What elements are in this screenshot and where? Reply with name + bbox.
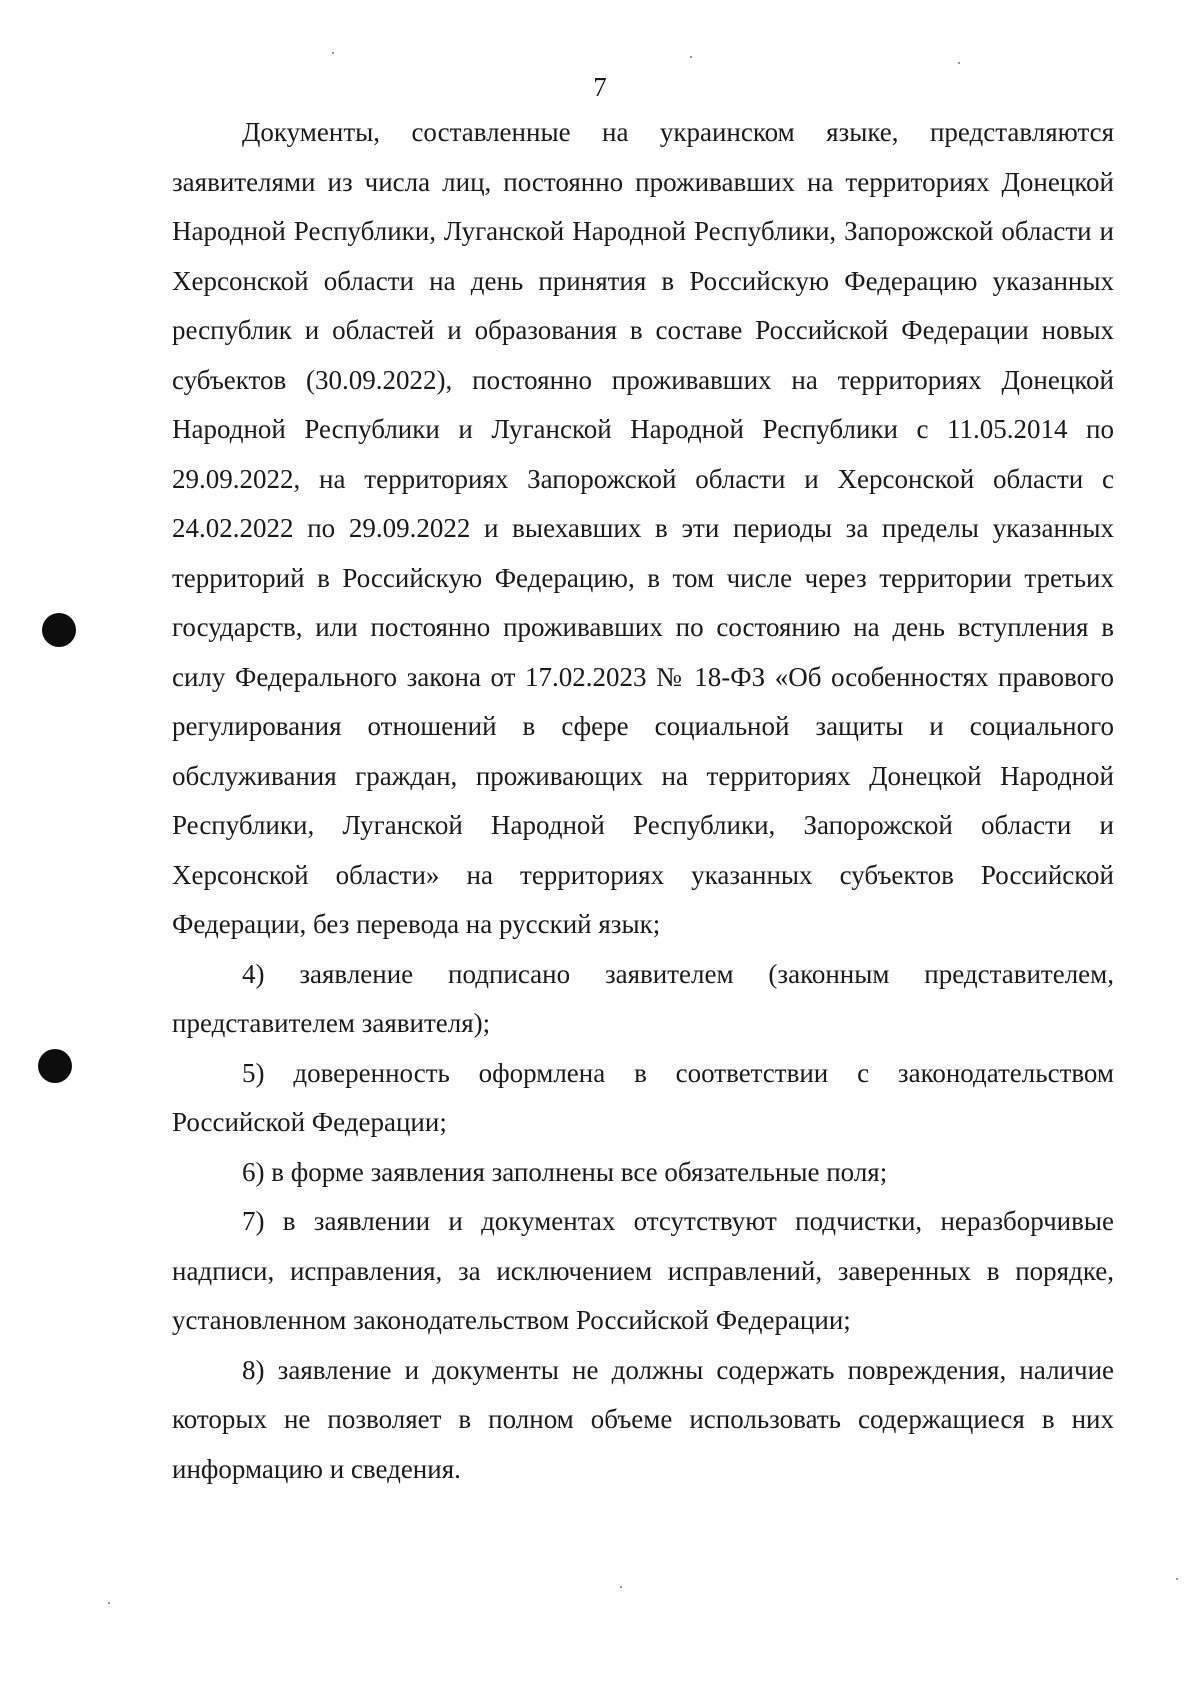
paragraph-item-4: 4) заявление подписано заявителем (законным представителем, представителем заявителя); bbox=[172, 958, 1114, 1038]
paragraph-item-7: 7) в заявлении и документах отсутствуют подчистки, неразборчивые надписи, исправления, за исключением исправлений, заверенных в порядке, установленном законодательством Российской Федерации; bbox=[172, 1206, 1114, 1335]
paragraph-documents-language: Документы, составленные на украинском языке, представляются заявителями из числа лиц, постоянно проживавших на территориях Донецкой Народной Республики, Луганской Народной Республики, Запорожской области и Херсонской области на день принятия в Российскую Федерацию указанных республик и областей и образования в составе Российской Федерации новых субъектов (30.09.2022), постоянно проживавших на территориях Донецкой Народной Республики и Луганской Народной Республики с 11.05.2014 по 29.09.2022, на территориях Запорожской области и Херсонской области с 24.02.2022 по 29.09.2022 и выехавших в эти периоды за пределы указанных территорий в Российскую Федерацию, в том числе через территории третьих государств, или постоянно проживавших по состоянию на день вступления в силу Федерального закона от 17.02.2023 № 18-ФЗ «Об особенностях правового регулирования отношений в сфере социальной защиты и социального обслуживания граждан, проживающих на территориях Донецкой Народной Республики, Луганской Народной Республики, Запорожской области и Херсонской области» на территориях указанных субъектов Российской Федерации, без перевода на русский язык; bbox=[172, 117, 1114, 939]
scan-speck bbox=[1176, 1578, 1178, 1580]
scan-speck bbox=[620, 1586, 622, 1588]
scan-speck bbox=[958, 62, 960, 64]
punch-hole-icon bbox=[42, 613, 76, 647]
scan-speck bbox=[332, 52, 334, 54]
document-body bbox=[172, 108, 1114, 1494]
punch-hole-icon bbox=[38, 1049, 72, 1083]
page-number: 7 bbox=[593, 72, 607, 102]
scan-speck bbox=[690, 56, 692, 58]
scan-speck bbox=[108, 1602, 110, 1604]
paragraph-item-8: 8) заявление и документы не должны содержать повреждения, наличие которых не позволяет в полном объеме использовать содержащиеся в них информацию и сведения. bbox=[172, 1354, 1114, 1484]
paragraph-item-6: 6) в форме заявления заполнены все обязательные поля; bbox=[242, 1156, 888, 1187]
paragraph-item-5: 5) доверенность оформлена в соответствии с законодательством Российской Федерации; bbox=[172, 1057, 1114, 1137]
